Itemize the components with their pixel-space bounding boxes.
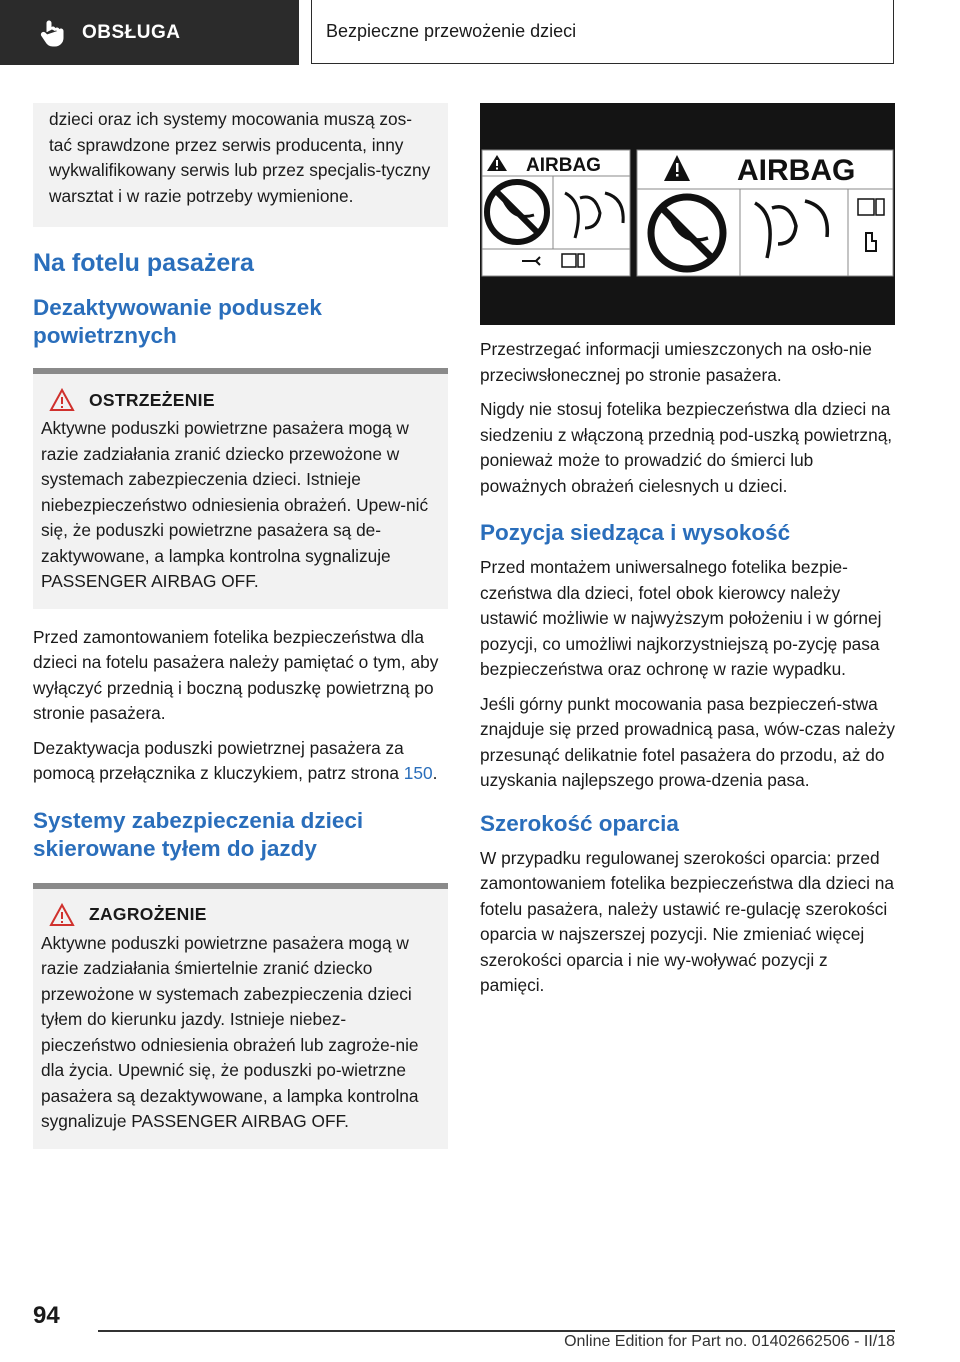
paragraph-before-mounting: Przed zamontowaniem fotelika bezpieczeństwa dla dzieci na fotelu pasażera należy pamiętać o tym, aby wyłączyć przednią i boczną poduszkę powietrzną po stronie pasażera. [33,626,439,723]
paragraph-sun-visor: Przestrzegać informacji umieszczonych na osło-nie przeciwsłonecznej po stronie pasażera. [480,339,872,385]
warning-text: Aktywne poduszki powietrzne pasażera mogą w razie zadziałania zranić dziecko przewożone w systemach zabezpieczenia dzieci. Istnieje niebezpieczeństwo odniesienia obrażeń. Upew-nić się, że poduszki powietrzne pasażera są de-zaktywowane, a lampka kontrolna sygnalizuje PASSENGER AIRBAG OFF. [41,418,429,591]
deactivation-text: Dezaktywacja poduszki powietrznej pasażera za pomocą przełącznika z kluczykiem, patrz strona [33,737,404,783]
left-column [33,103,448,1165]
airbag-warning-label-image [480,103,895,325]
paragraph-never-use: Nigdy nie stosuj fotelika bezpieczeństwa dla dzieci na siedzeniu z włączoną przednią pod-uszką powietrzną, ponieważ może to prowadzić do śmierci lub poważnych obrażeń cielesnych u dzieci. [480,399,893,496]
edition-footer: Online Edition for Part no. 01402662506 - II/18 [564,1333,895,1350]
warning-triangle-icon [49,388,75,412]
page-number: 94 [33,1302,60,1329]
section-label: OBSŁUGA [82,21,181,43]
heading-passenger-seat: Na fotelu pasażera [33,249,254,277]
danger-triangle-icon [49,903,75,927]
footer-divider [98,1330,895,1332]
heading-rear-facing: Systemy zabezpieczenia dzieci skierowane tyłem do jazdy [33,807,364,861]
paragraph-deactivation [33,736,448,787]
warning-box [33,368,448,609]
paragraph-backrest-width: W przypadku regulowanej szerokości oparcia: przed zamontowaniem fotelika bezpieczeństwa dla dzieci na fotelu pasażera, należy ustawić re-gulację szerokości oparcia w najszerszej pozycji. Nie zmieniać więcej szerokości oparcia i nie wy-woływać pozycji z pamięci. [480,847,895,995]
page-link[interactable]: 150 [403,763,433,783]
warning-title: OSTRZEŻENIE [89,389,215,410]
heading-deactivate-airbags: Dezaktywowanie poduszek powietrznych [33,295,322,348]
heading-seat-position: Pozycja siedząca i wysokość [480,520,791,545]
paragraph-belt-anchor: Jeśli górny punkt mocowania pasa bezpieczeń-stwa znajduje się przed prowadnicą pasa, wów-czas należy przesunąć delikatnie fotel pasażera do przodu, aż do uzyskania najlepszego prowa-dzenia pasa. [480,693,895,790]
airbag-small-text: AIRBAG [526,155,601,176]
hand-pointer-icon [38,18,68,48]
continued-warning-box [33,103,448,227]
danger-text: Aktywne poduszki powietrzne pasażera mogą w razie zadziałania śmiertelnie zranić dziecko przewożone w systemach zabezpieczenia dzieci tyłem do kierunku jazdy. Istnieje niebez-pieczeństwo odniesienia obrażeń lub zagroże-nie dla życia. Upewnić się, że poduszki po-wietrzne pasażera są dezaktywowane, a lampka kontrolna sygnalizuje PASSENGER AIRBAG OFF. [41,932,419,1131]
intro-text: dzieci oraz ich systemy mocowania muszą zos-tać sprawdzone przez serwis producenta, inny wykwalifikowany serwis lub przez specjalis-tyczny warsztat i w razie potrzeby wymienione. [49,109,431,206]
right-column [480,103,895,1008]
danger-title: ZAGROŻENIE [89,904,207,924]
heading-backrest-width: Szerokość oparcia [480,810,679,836]
section-tab [0,0,299,65]
chapter-title: Bezpieczne przewożenie dzieci [311,0,894,64]
deactivation-end: . [432,763,438,783]
danger-box [33,883,448,1149]
airbag-large-text: AIRBAG [737,154,856,187]
paragraph-seat-height: Przed montażem uniwersalnego fotelika bezpie-czeństwa dla dzieci, fotel obok kierowcy należy ustawić możliwie w najwyższym położeniu i w górnej pozycji, co umożliwi najkorzystniejszą po-zycję pasa bezpieczeństwa oraz ochronę w razie wypadku. [480,557,882,679]
airbag-label-illustration [480,103,895,325]
